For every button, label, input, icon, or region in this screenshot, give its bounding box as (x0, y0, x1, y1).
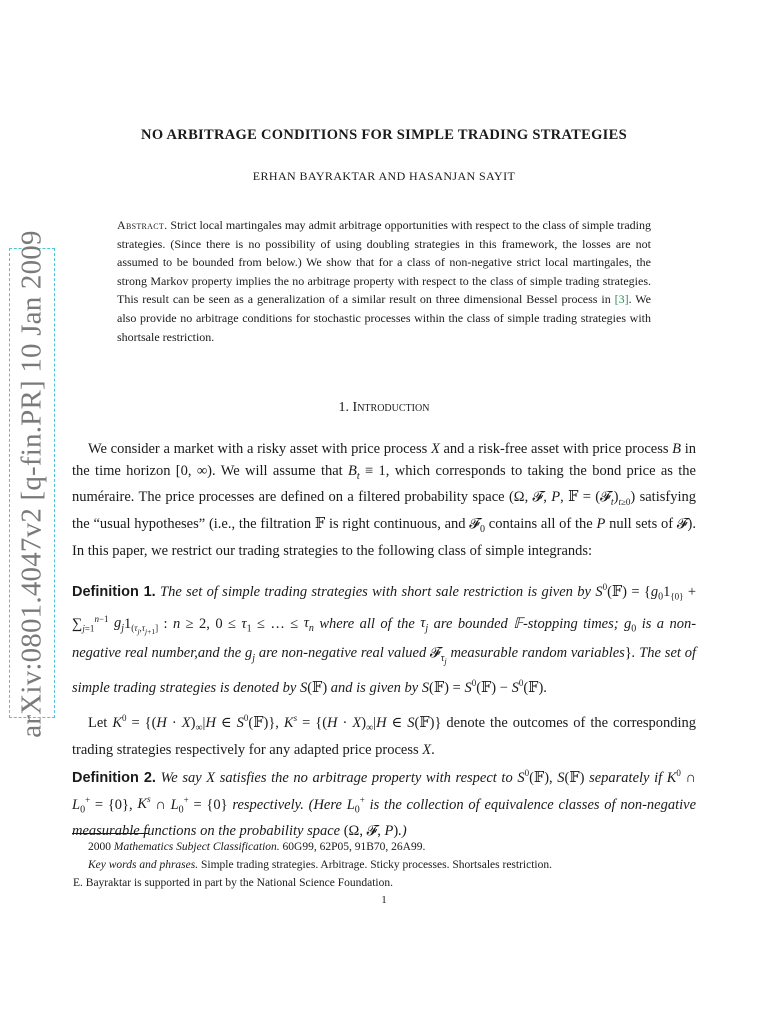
msc-codes: 60G99, 62P05, 91B70, 26A99. (279, 841, 426, 853)
abstract-label: Abstract. (117, 218, 168, 232)
section-heading (0, 400, 768, 416)
footnote-msc (88, 838, 698, 856)
abstract-text-part-2: . We also provide no arbitrage conditions for stochastic processes within the class of simple trading strategies with shortsale restriction. (117, 292, 651, 344)
intro-paragraph: We consider a market with a risky asset with price process X and a risk-free asset with price process B in the time horizon [0, ∞). We will assume that $B_t \equiv 1$, which corresponds to taking the bond price as the numéraire. The price processes are defined on a filtered probability space (Ω, 𝓕, P, 𝔽 = $(𝓕_t)_{t\ge 0}$) satisfying the “usual hypotheses” (i.e., the filtration 𝔽 is right continuous, and 𝓕$_0$ contains all of the P null sets of 𝓕). In this paper, we restrict our trading strategies to the following class of simple integrands: (72, 441, 696, 559)
paper-authors: ERHAN BAYRAKTAR AND HASANJAN SAYIT (252, 169, 516, 183)
keywords-label: Key words and phrases. (88, 859, 199, 871)
msc-year: 2000 (88, 841, 114, 853)
footnotes (73, 838, 698, 892)
msc-label: Mathematics Subject Classification. (113, 841, 280, 853)
abstract-text-part-1: Strict local martingales may admit arbitrage opportunities with respect to the class of simple trading strategies. (Since there is no possibility of using doubling strategies in this framework, the losses are not assumed to be bounded from below.) We show that for a class of non-negative strict local martingales, the strong Markov property implies the no arbitrage property with respect to the class of simple trading strategies. This result can be seen as a generalization of a similar result on three dimensional Bessel process in (117, 218, 651, 307)
section-title: Introduction (352, 400, 430, 415)
arxiv-identifier: arXiv:0801.4047v2 [q-fin.PR] 10 Jan 2009 (15, 230, 48, 738)
outcomes-paragraph: Let $K^0 = \{(H \cdot X)_\infty|H$ ∈ $S^0(𝔽)$}, $K^s = \{(H \cdot X)_\infty|H$ ∈ S(𝔽)} denote the outcomes of the corresponding trading strategies respectively for any adapted price process X. (72, 713, 696, 758)
keywords-text: Simple trading strategies. Arbitrage. Sticky processes. Shortsales restriction. (198, 859, 552, 871)
section-number: 1. (338, 400, 350, 415)
page-number: 1 (381, 894, 387, 906)
footnote-rule (72, 833, 148, 834)
footnote-keywords (88, 856, 698, 874)
abstract (117, 216, 651, 346)
citation-link[interactable]: [3] (614, 292, 629, 307)
arxiv-stamp (9, 230, 55, 738)
footnote-support: E. Bayraktar is supported in part by the National Science Foundation. (73, 877, 394, 889)
definition-2: Definition 2. We say X satisfies the no arbitrage property with respect to $S^0(𝔽)$, S(𝔽) separately if $K^0$ ∩ $L_0^+ = \{0\}$, $K^s$ ∩ $L_0^+ = \{0\}$ respectively. (Here $L_0^+$ is the collection of equivalence classes of non-negative measurable functions on the probability space (Ω, 𝓕, P).) (72, 768, 697, 840)
definition-1-label: Definition 1. (72, 583, 156, 600)
definition-2-label: Definition 2. (72, 769, 156, 786)
definition-1: Definition 1. The set of simple trading strategies with short sale restriction is given by $S^0(𝔽) = \{g_01_{\{0\}} + \sum_{j=1}^{n-1}$ $g_j1_{(\tau_j,\tau_{j+1}]}$ : n ≥ 2, $0 \le \tau_1$ ≤ … ≤ $\tau_n$ where all of the $\tau_j$ are bounded 𝔽-stopping times; $g_0$ is a non-negative real number,and the $g_j$ are non-negative real valued 𝓕$_{\tau_j}$ measurable random variables}. The set of simple trading strategies is denoted by S(𝔽) and is given by S(𝔽) = $S^0(𝔽)$ − $S^0(𝔽)$. (72, 582, 697, 696)
paper-title: NO ARBITRAGE CONDITIONS FOR SIMPLE TRADING STRATEGIES (141, 127, 627, 143)
